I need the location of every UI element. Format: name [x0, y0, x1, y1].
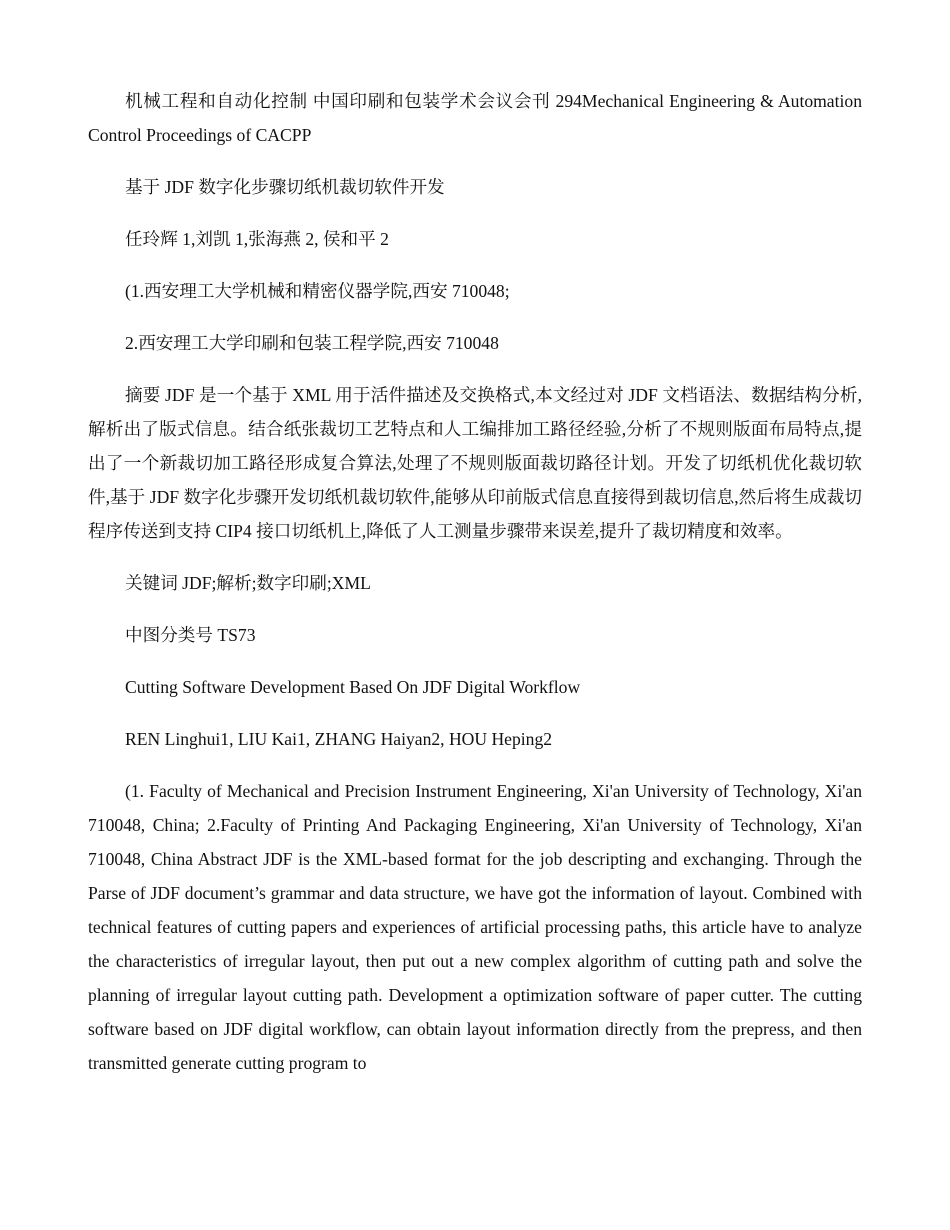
keywords-chinese: 关键词 JDF;解析;数字印刷;XML: [125, 573, 371, 593]
authors-chinese: 任玲辉 1,刘凯 1,张海燕 2, 侯和平 2: [125, 229, 389, 249]
affiliation-chinese-1: (1.西安理工大学机械和精密仪器学院,西安 710048;: [125, 281, 510, 301]
affiliation-chinese-2: 2.西安理工大学印刷和包装工程学院,西安 710048: [125, 333, 499, 353]
document-page: [88, 84, 862, 1098]
abstract-chinese: 摘要 JDF 是一个基于 XML 用于活件描述及交换格式,本文经过对 JDF 文档语法、数据结构分析,解析出了版式信息。结合纸张裁切工艺特点和人工编排加工路径经验,分析了不规则版面布局特点,提出了一个新裁切加工路径形成复合算法,处理了不规则版面裁切路径计划。开发了切纸机优化裁切软件,基于 JDF 数字化步骤开发切纸机裁切软件,能够从印前版式信息直接得到裁切信息,然后将生成裁切程序传送到支持 CIP4 接口切纸机上,降低了人工测量步骤带来误差,提升了裁切精度和效率。: [88, 385, 862, 541]
title-english: Cutting Software Development Based On JDF Digital Workflow: [125, 677, 581, 697]
authors-english: REN Linghui1, LIU Kai1, ZHANG Haiyan2, HOU Heping2: [125, 729, 553, 749]
title-chinese: 基于 JDF 数字化步骤切纸机裁切软件开发: [125, 177, 445, 197]
affiliation-abstract-english: (1. Faculty of Mechanical and Precision Instrument Engineering, Xi'an University of Technology, Xi'an 710048, China; 2.Faculty of Printing And Packaging Engineering, Xi'an University of Technology, Xi'an 710048, China Abstract JDF is the XML-based format for the job descripting and exchanging. Through the Parse of JDF document’s grammar and data structure, we have got the information of layout. Combined with technical features of cutting papers and experiences of artificial processing paths, this article have to analyze the characteristics of irregular layout, then put out a new complex algorithm of cutting path and solve the planning of irregular layout cutting path. Development a optimization software of paper cutter. The cutting software based on JDF digital workflow, can obtain layout information directly from the prepress, and then transmitted generate cutting program to: [88, 781, 862, 1073]
classification-number: 中图分类号 TS73: [125, 625, 256, 645]
journal-header: 机械工程和自动化控制 中国印刷和包装学术会议会刊 294Mechanical Engineering & Automation Control Proceedings of CACPP: [88, 91, 862, 145]
